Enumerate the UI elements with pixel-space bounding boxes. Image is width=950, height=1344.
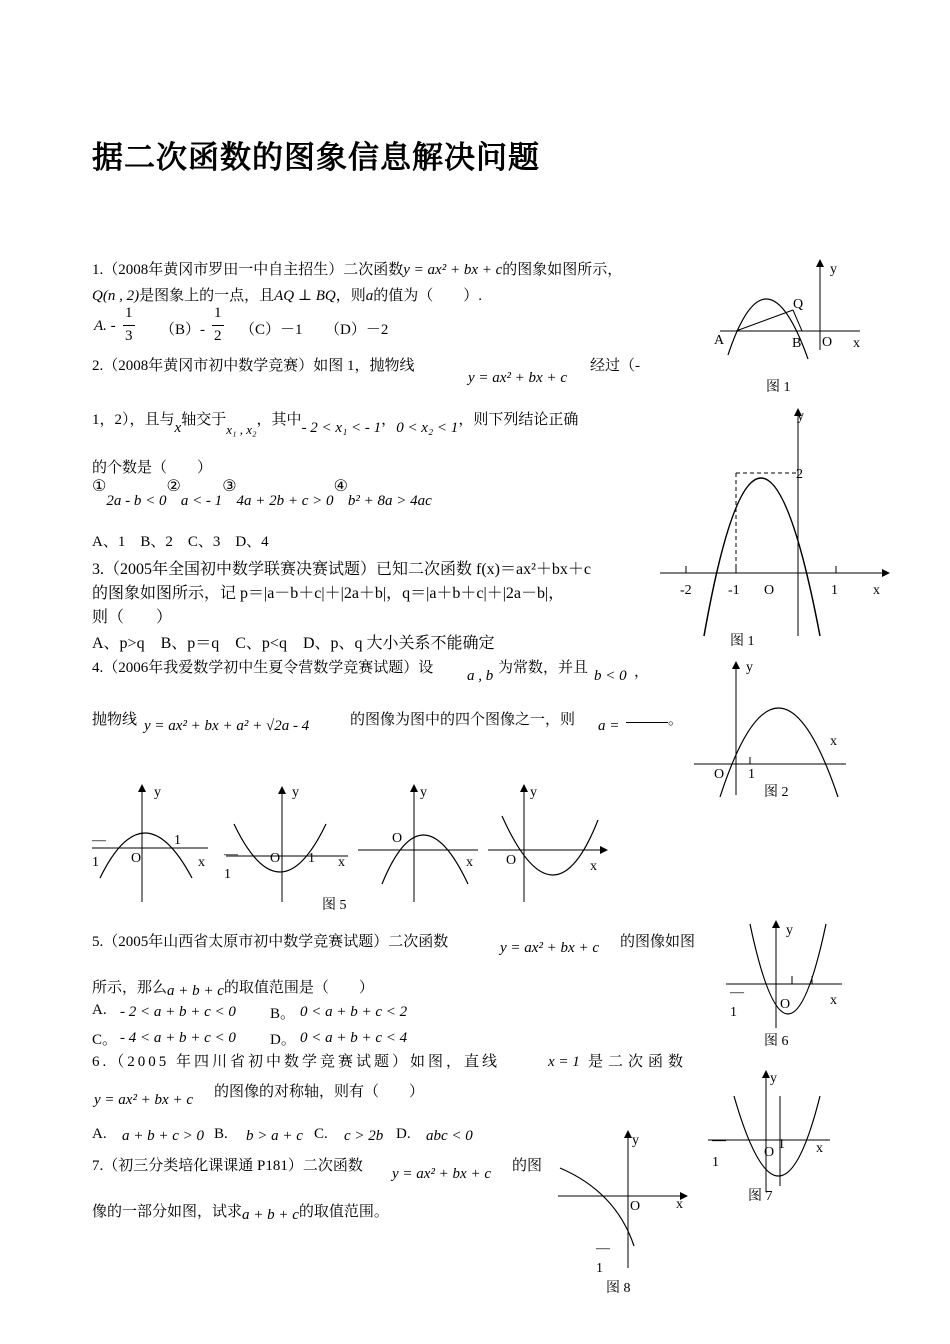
fig6-minus: — xyxy=(730,985,744,1000)
q5-expr: a + b + c xyxy=(167,983,224,999)
q2-c1-mark: ① xyxy=(92,478,107,495)
q5-opt-a-label: A. xyxy=(92,1002,107,1018)
fig8-o-label: O xyxy=(630,1199,641,1214)
figure-1a xyxy=(700,255,870,395)
q2-c2: a < - 1 xyxy=(180,493,223,509)
q1-text4: 的值为（ ）. xyxy=(373,288,482,304)
fig2-y-label: y xyxy=(746,660,753,675)
q5-text2: 的取值范围是（ ） xyxy=(223,980,374,996)
fig8-m1: 1 xyxy=(596,1261,603,1276)
fig1b-o-label: O xyxy=(764,583,775,598)
q4-vars: a , b xyxy=(467,668,494,684)
q4-line2-pre: 抛物线 xyxy=(92,712,138,728)
q2-line2: 1，2），且与x轴交于x₁ , x₂，其中- 2 < x₁ < - 1，0 < x₂ < 1，则下列结论正确 xyxy=(92,412,579,437)
q6-opt-d: abc < 0 xyxy=(426,1128,473,1144)
q1-var: a xyxy=(365,288,374,304)
fig1a-a-label: A xyxy=(714,333,725,348)
q6-line1-pre: 6.（2005 年四川省初中数学竞赛试题）如图，直线 xyxy=(92,1054,501,1070)
q6-line2-post: 的图像的对称轴，则有（ ） xyxy=(214,1084,425,1100)
fig7-caption: 图 7 xyxy=(748,1189,773,1204)
q6-opt-b-label: B. xyxy=(214,1126,228,1142)
q4-line1-mid: 为常数，并且 xyxy=(498,660,589,676)
fig8-x-label: x xyxy=(676,1197,683,1212)
q7-text2: 的取值范围。 xyxy=(298,1204,389,1220)
q1-point: Q(n , 2) xyxy=(92,288,140,304)
q3-line2: 的图象如图所示，记 p＝|a－b＋c|＋|2a＋b|，q＝|a＋b＋c|＋|2a－b|， xyxy=(92,585,565,602)
q2-text2: 轴交于 xyxy=(181,412,227,428)
fig6-x-label: x xyxy=(830,993,837,1008)
fig2-caption: 图 2 xyxy=(764,785,789,800)
fig7-m1: 1 xyxy=(712,1155,719,1170)
q1-text3: ，则 xyxy=(335,288,366,304)
page-title: 据二次函数的图象信息解决问题 xyxy=(92,140,540,176)
q5-formula: y = ax² + bx + c xyxy=(500,940,599,956)
q1-option-cd: （C）－1 （D）－2 xyxy=(240,322,389,338)
q7-line1-post: 的图 xyxy=(512,1158,543,1174)
fig1a-x-label: x xyxy=(853,336,860,351)
fig5-caption: 图 5 xyxy=(322,898,347,913)
q2-options: A、1 B、2 C、3 D、4 xyxy=(92,534,269,550)
q2-formula: y = ax² + bx + c xyxy=(468,370,567,386)
fig8-y-label: y xyxy=(632,1133,639,1148)
fig5-p4-y: y xyxy=(530,785,537,800)
q5-opt-d-label: D。 xyxy=(270,1032,296,1048)
q6-formula: y = ax² + bx + c xyxy=(94,1092,193,1108)
parabola xyxy=(720,708,838,797)
q5-opt-b-label: B。 xyxy=(270,1006,296,1022)
q4-line1-post: ， xyxy=(634,664,650,680)
fig5-p2-x: x xyxy=(338,855,345,870)
q5-line2 xyxy=(92,976,374,997)
fig5-p3-x: x xyxy=(466,855,473,870)
q1-opt-a-den: 3 xyxy=(125,328,133,344)
q1-text: 1.（2008年黄冈市罗田一中自主招生）二次函数 xyxy=(92,262,404,278)
q2-cond2: 0 < x₂ < 1 xyxy=(396,420,459,436)
q1-opt-a-num: 1 xyxy=(125,305,133,321)
q2-c3-mark: ③ xyxy=(222,478,237,495)
q6-opt-d-label: D. xyxy=(396,1126,411,1142)
fig7-1-label: 1 xyxy=(778,1137,785,1152)
q2-c1: 2a - b < 0 xyxy=(106,493,167,509)
q5-opt-a: - 2 < a + b + c < 0 xyxy=(120,1004,236,1020)
fig2-x-label: x xyxy=(830,734,837,749)
fig5-p3-o: O xyxy=(392,831,403,846)
fig5-p2-1: 1 xyxy=(308,851,315,866)
q1-text2: 是图象上的一点，且 xyxy=(139,288,275,304)
figure-5 xyxy=(86,780,616,915)
q2-x: x xyxy=(174,420,182,436)
fig5-p1-x: x xyxy=(198,855,205,870)
fig1a-y-label: y xyxy=(830,262,837,277)
fig1a-o-label: O xyxy=(822,335,833,350)
q4-line2-post: 。 xyxy=(668,712,684,728)
q6-opt-a-label: A. xyxy=(92,1126,107,1142)
q4-answer: a = xyxy=(598,718,620,734)
fig5-p4-o: O xyxy=(506,853,517,868)
fig8-minus: — xyxy=(596,1241,610,1256)
fig1b-y-label: y xyxy=(797,409,804,424)
q4-formula: y = ax² + bx + a² + √2a - 4 xyxy=(144,718,310,734)
segment-aq xyxy=(736,310,793,331)
fig6-o-label: O xyxy=(780,997,791,1012)
fig1a-caption: 图 1 xyxy=(766,380,791,395)
q1-opt-a-label: A. - xyxy=(94,318,116,334)
fig5-p4-x: x xyxy=(590,859,597,874)
q4-line2-mid: 的图像为图中的四个图像之一，则 xyxy=(350,712,576,728)
fig6-caption: 图 6 xyxy=(764,1034,789,1049)
q6-opt-b: b > a + c xyxy=(246,1128,303,1144)
fig5-p2-minus: — xyxy=(224,847,238,862)
fig8-caption: 图 8 xyxy=(606,1281,631,1296)
fig1b-2-label: 2 xyxy=(796,467,803,482)
q3-line3: 则（ ） xyxy=(92,609,173,626)
parabola-part xyxy=(560,1168,634,1246)
q2-text: 1，2），且与 xyxy=(92,412,175,428)
q2-roots: x₁ , x₂ xyxy=(226,422,257,437)
q7-line1-pre: 7.（初三分类培化课课通 P181）二次函数 xyxy=(92,1158,363,1174)
fig1a-q-label: Q xyxy=(793,297,804,312)
fig5-p1-m1: 1 xyxy=(92,855,99,870)
q7-text: 像的一部分如图，试求 xyxy=(92,1204,243,1220)
q4-cond: b < 0 xyxy=(594,668,627,684)
q2-line1-pre: 2.（2008年黄冈市初中数学竞赛）如图 1，抛物线 xyxy=(92,358,415,374)
parabola xyxy=(502,816,598,875)
fig7-x-label: x xyxy=(816,1141,823,1156)
fig5-p1-o: O xyxy=(131,851,142,866)
q2-text4: ，则下列结论正确 xyxy=(458,412,579,428)
q6-cond: x = 1 xyxy=(548,1054,580,1070)
fig5-p2-y: y xyxy=(292,785,299,800)
q2-text3: ，其中 xyxy=(256,412,302,428)
q5-text: 所示，那么 xyxy=(92,980,168,996)
q3-options: A、p>q B、p＝q C、p<q D、p、q 大小关系不能确定 xyxy=(92,635,495,652)
q5-opt-b: 0 < a + b + c < 2 xyxy=(300,1004,408,1020)
fig5-panel-4 xyxy=(488,785,604,902)
figure-6 xyxy=(722,918,852,1053)
q4-line1-pre: 4.（2006年我爱数学初中生夏令营数学竞赛试题）设 xyxy=(92,660,434,676)
q2-line3: 的个数是（ ） xyxy=(92,460,213,476)
q7-expr: a + b + c xyxy=(242,1207,299,1223)
figure-1b xyxy=(660,400,900,655)
fig5-p2-m1: 1 xyxy=(224,867,231,882)
fig2-o-label: O xyxy=(714,767,725,782)
q2-c4-mark: ④ xyxy=(333,478,348,495)
q6-line1-post: 是二次函数 xyxy=(588,1054,689,1070)
fig5-p1-y: y xyxy=(154,785,161,800)
q1-line2 xyxy=(92,284,482,305)
q5-line1-post: 的图像如图 xyxy=(620,934,696,950)
q2-cond1: - 2 < x₁ < - 1 xyxy=(301,420,382,436)
q7-formula: y = ax² + bx + c xyxy=(392,1166,491,1182)
figure-8 xyxy=(556,1128,696,1298)
q2-c2-mark: ② xyxy=(166,478,181,495)
fig5-panel-2 xyxy=(223,785,348,902)
fig6-y-label: y xyxy=(786,923,793,938)
fig6-m1: 1 xyxy=(730,1005,737,1020)
figure-7 xyxy=(704,1066,839,1206)
parabola xyxy=(734,1096,820,1176)
fig5-p1-minus: — xyxy=(92,833,106,848)
q2-conclusions xyxy=(92,478,432,509)
fig5-p3-y: y xyxy=(420,785,427,800)
q2-line1-post: 经过（- xyxy=(590,358,640,374)
fig1b-caption: 图 1 xyxy=(730,634,755,649)
q2-c3: 4a + 2b + c > 0 xyxy=(236,493,334,509)
q1-condition: AQ ⊥ BQ xyxy=(274,288,336,304)
q1-option-b: （B）- xyxy=(160,322,206,338)
fig7-minus: — xyxy=(712,1133,726,1148)
fig7-o-label: O xyxy=(764,1145,775,1160)
q5-line1-pre: 5.（2005年山西省太原市初中数学竞赛试题）二次函数 xyxy=(92,934,449,950)
q3-line1: 3.（2005年全国初中数学联赛决赛试题）已知二次函数 f(x)＝ax²＋bx＋c xyxy=(92,561,591,578)
q1-text-post: 的图象如图所示， xyxy=(502,262,623,278)
q1-option-a xyxy=(94,318,116,335)
q1-line1 xyxy=(92,258,622,279)
fig1b-minus1-label: -1 xyxy=(728,583,740,598)
q1-opt-b-num: 1 xyxy=(214,305,222,321)
q5-opt-c: - 4 < a + b + c < 0 xyxy=(120,1030,236,1046)
fig5-panel-1 xyxy=(91,785,208,902)
q6-opt-c: c > 2b xyxy=(344,1128,384,1144)
fig7-y-label: y xyxy=(770,1071,777,1086)
parabola xyxy=(704,478,820,636)
q1-frac-bar-a xyxy=(123,325,135,326)
q1-formula: y = ax² + bx + c xyxy=(403,262,503,278)
q1-frac-bar-b xyxy=(212,325,224,326)
q4-answer-blank xyxy=(626,722,668,723)
q6-opt-a: a + b + c > 0 xyxy=(122,1128,205,1144)
q7-line2 xyxy=(92,1200,389,1221)
fig5-p2-o: O xyxy=(270,851,281,866)
fig1a-b-label: B xyxy=(792,336,802,351)
q1-opt-b-den: 2 xyxy=(214,328,222,344)
q5-opt-c-label: C。 xyxy=(92,1032,118,1048)
fig1b-1-label: 1 xyxy=(831,583,838,598)
figure-2 xyxy=(690,655,855,805)
fig1b-minus2-label: -2 xyxy=(680,583,692,598)
q2-c4: b² + 8a > 4ac xyxy=(347,493,432,509)
q5-opt-d: 0 < a + b + c < 4 xyxy=(300,1030,408,1046)
fig1b-x-label: x xyxy=(873,583,880,598)
fig2-1-label: 1 xyxy=(748,767,755,782)
fig5-panel-3 xyxy=(358,785,478,902)
q6-opt-c-label: C. xyxy=(314,1126,328,1142)
fig5-p1-1: 1 xyxy=(174,833,181,848)
